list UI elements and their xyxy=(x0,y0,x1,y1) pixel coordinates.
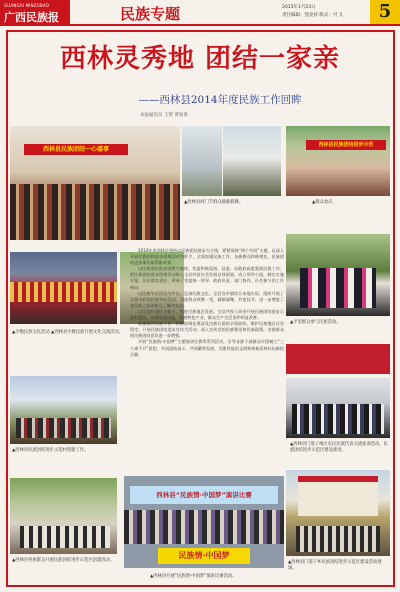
contest-audience xyxy=(124,510,284,544)
photo-crowd xyxy=(10,184,180,240)
body-paragraph: 以民族团结进步创建为载体，营造和谐氛围。县委、县政府高度重视民族工作，把民族团结进步创建活动纳入全县经济社会发展总体规划，成立领导小组，制定实施方案，层层落实责任，形成了党委统一领导、政府负责、部门协作、社会参与的工作格局。 xyxy=(130,266,284,290)
photo-people xyxy=(16,418,111,438)
headline: 西林灵秀地 团结一家亲 xyxy=(59,44,341,74)
photo-caption: ▲群众欢庆 xyxy=(312,200,333,205)
page-number: 5 xyxy=(370,0,400,24)
masthead-pinyin: GUANGXI MINZUBAO xyxy=(4,3,50,8)
photo-red-banner-hall xyxy=(286,344,390,374)
photo-caption: ▲平里群众参与民族活动。 xyxy=(290,320,341,325)
photo-costumes xyxy=(300,268,376,308)
photo-building-gate xyxy=(223,126,281,196)
header-rule xyxy=(0,24,400,26)
contest-banner-bottom: 民族情·中国梦 xyxy=(158,548,250,564)
photo-dancers xyxy=(286,234,390,316)
photo-people xyxy=(292,404,384,434)
photo-village-road xyxy=(10,478,117,554)
contest-banner-top: 西林县“民族情·中国梦”演讲比赛 xyxy=(130,486,278,504)
photo-banner: 西林县民族团结进步示范 xyxy=(306,140,386,150)
photo-caption: ▲西林县各族群众开展民族团结进步示范区创建活动。 xyxy=(12,558,115,563)
photo-stage-performance xyxy=(10,252,117,324)
photo-caption: ▲西林县门道子地区农民民族代表交流座谈活动，民族团结进步示范区建设推进。 xyxy=(290,442,388,453)
photo-people xyxy=(296,526,380,552)
photo-building xyxy=(298,476,378,516)
masthead-title: 广西民族报 xyxy=(4,11,59,24)
body-paragraph: 以民族节庆活动为平台，弘扬民族文化。全县各乡镇结合本地实际，组织开展了丰富多彩的民族节庆活动，各族群众欢聚一堂，载歌载舞，共度佳节，进一步增进了各民族之间的相互了解和友谊。 xyxy=(130,290,284,308)
photo-celebration-hall xyxy=(10,126,180,240)
subheadline: ——西林县2014年度民族工作回眸 xyxy=(138,94,302,106)
photo-caption: ▲西林县开展“民族情·中国梦”演讲比赛活动。 xyxy=(150,574,237,579)
photo-people xyxy=(20,526,110,548)
photo-performers xyxy=(10,282,117,302)
photo-caption: ▲西林县民族团结进步示范村创建工作。 xyxy=(12,448,89,453)
photo-caption: ▲西林县门道子乡民族团结进步示范区建设活动现场。 xyxy=(288,560,382,571)
photo-caption: ▲西林县两门节群众载歌载舞。 xyxy=(184,200,244,205)
photo-banner: 西林县民族团结一心盛事 xyxy=(24,144,128,155)
photo-building-small xyxy=(182,126,222,196)
photo-officials-lineup xyxy=(286,378,390,438)
photo-speech-contest xyxy=(124,476,284,568)
byline: 本报通讯员 王帮 黄旭勇 xyxy=(140,113,188,118)
body-paragraph: 2014年来西林县坚持以民族团结进步为主线，紧紧围绕“两个共同”主题，以深入开展民族团结进步创建活动为抓手，全面加强民族工作，各族群众和谐相处，民族团结进步事业取得新成效。 xyxy=(130,248,284,266)
editor-credits: 责任编辑：凯亮祥 版式：可 儿 xyxy=(282,13,344,18)
body-paragraph: 加强基层民族工作，积极协调处理涉及民族方面的矛盾纠纷，维护民族地区社会稳定。开展民族团结进步宣传月活动，深入宣传党的民族理论和民族政策，各族群众的民族团结意识进一步增强。 xyxy=(130,321,284,339)
photo-building-ceremony xyxy=(286,470,390,556)
body-paragraph: 开展“民族情·中国梦”主题演讲比赛等系列活动，引导各族干部群众牢固树立“三个离不开”思想，共同团结奋斗、共同繁荣发展，为建设富裕文明和谐新西林作出新的贡献。 xyxy=(130,339,284,357)
photo-group-outdoor xyxy=(10,376,117,444)
section-title: 民族专题 xyxy=(120,5,181,23)
photo-outdoor-event xyxy=(286,126,390,196)
photo-caption: ▲少数民族文化活动 ▲西林县少数民族开展文化交流活动。 xyxy=(12,330,124,335)
issue-date: 2015年1月23日 xyxy=(282,5,316,10)
body-paragraph: 以示范村建设为抓手，推进民族地区发展。全县共投入资金开展民族团结进步示范村建设，完善基础设施，发展特色产业，群众生产生活条件明显改善。 xyxy=(130,308,284,321)
